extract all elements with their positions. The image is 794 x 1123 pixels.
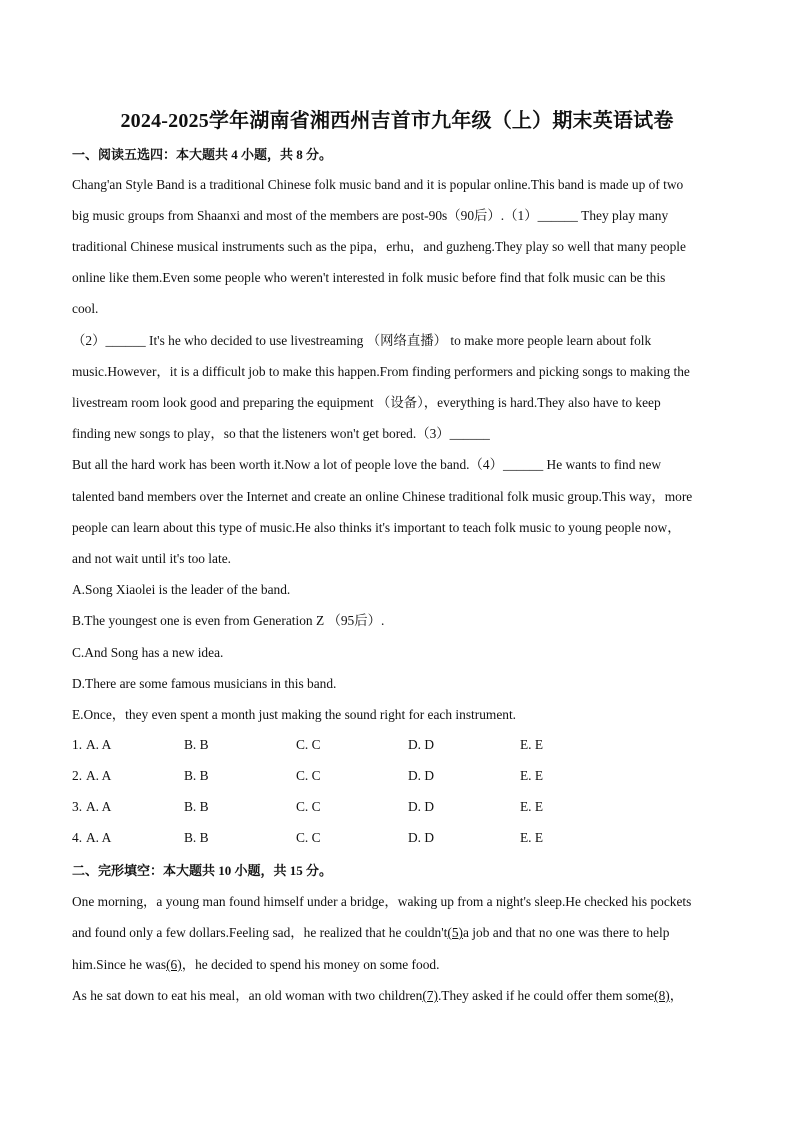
option-b[interactable]: B. B	[184, 768, 209, 783]
passage-line: online like them.Even some people who weren't interested in folk music before find that folk music can be this	[72, 270, 666, 285]
cloze-line	[72, 956, 439, 974]
section-2-heading: 二、完形填空：本大题共 10 小题，共 15 分。	[72, 863, 333, 878]
question-row	[72, 830, 672, 848]
cloze-line	[72, 987, 683, 1005]
cloze-text: As he sat down to eat his meal，an old woman with two children	[72, 988, 423, 1003]
question-number: 3.	[72, 799, 83, 814]
cloze-line	[72, 924, 669, 942]
option-e[interactable]: E. E	[520, 799, 544, 814]
choice-c: C.And Song has a new idea.	[72, 645, 224, 660]
option-c[interactable]: C. C	[296, 768, 321, 783]
passage-line: finding new songs to play，so that the listeners won't get bored.（3）______	[72, 426, 490, 441]
option-e[interactable]: E. E	[520, 830, 544, 845]
option-a[interactable]: A. A	[86, 799, 112, 814]
passage-line: music.However，it is a difficult job to make this happen.From finding performers and picking songs to making the	[72, 364, 690, 379]
passage-line: big music groups from Shaanxi and most of the members are post-90s（90后）.（1）______ They play many	[72, 208, 669, 223]
cloze-text: and found only a few dollars.Feeling sad，he realized that he couldn't	[72, 925, 448, 940]
blank-7: (7)	[422, 988, 438, 1003]
choice-a: A.Song Xiaolei is the leader of the band.	[72, 582, 291, 597]
question-row	[72, 799, 672, 817]
question-row	[72, 768, 672, 786]
passage-line: traditional Chinese musical instruments such as the pipa，erhu，and guzheng.They play so well that many people	[72, 239, 686, 254]
passage-line: cool.	[72, 301, 99, 316]
choice-e: E.Once，they even spent a month just making the sound right for each instrument.	[72, 707, 517, 722]
cloze-text: a job and that no one was there to help	[463, 925, 670, 940]
passage-line: livestream room look good and preparing the equipment （设备），everything is hard.They also have to keep	[72, 395, 661, 410]
choice-b: B.The youngest one is even from Generation Z （95后）.	[72, 613, 385, 628]
option-a[interactable]: A. A	[86, 830, 112, 845]
cloze-text: him.Since he was	[72, 957, 167, 972]
question-row	[72, 737, 672, 755]
question-number: 1.	[72, 737, 83, 752]
option-a[interactable]: A. A	[86, 737, 112, 752]
page-title: 2024-2025学年湖南省湘西州吉首市九年级（上）期末英语试卷	[120, 110, 674, 132]
question-number: 2.	[72, 768, 83, 783]
option-c[interactable]: C. C	[296, 830, 321, 845]
blank-6: (6)	[166, 957, 182, 972]
cloze-text: ，he decided to spend his money on some food.	[181, 957, 440, 972]
section-1-heading: 一、阅读五选四：本大题共 4 小题，共 8 分。	[72, 147, 333, 162]
cloze-text: ，	[669, 988, 684, 1003]
passage-line: and not wait until it's too late.	[72, 551, 231, 566]
blank-5: (5)	[447, 925, 464, 940]
cloze-text: .They asked if he could offer them some	[437, 988, 655, 1003]
option-d[interactable]: D. D	[408, 830, 435, 845]
option-b[interactable]: B. B	[184, 799, 209, 814]
passage-line: people can learn about this type of music.He also thinks it's important to teach folk music to young people now，	[72, 520, 681, 535]
option-d[interactable]: D. D	[408, 768, 435, 783]
choice-d: D.There are some famous musicians in this band.	[72, 676, 337, 691]
passage-line: Chang'an Style Band is a traditional Chinese folk music band and it is popular online.This band is made up of two	[72, 177, 684, 192]
option-b[interactable]: B. B	[184, 737, 209, 752]
passage-line: talented band members over the Internet and create an online Chinese traditional folk music group.This way，more	[72, 489, 693, 504]
option-a[interactable]: A. A	[86, 768, 112, 783]
question-number: 4.	[72, 830, 83, 845]
passage-line: （2）______ It's he who decided to use livestreaming （网络直播） to make more people learn about folk	[72, 333, 652, 348]
option-d[interactable]: D. D	[408, 799, 435, 814]
option-d[interactable]: D. D	[408, 737, 435, 752]
option-e[interactable]: E. E	[520, 737, 544, 752]
option-b[interactable]: B. B	[184, 830, 209, 845]
option-c[interactable]: C. C	[296, 799, 321, 814]
blank-8: (8)	[654, 988, 670, 1003]
cloze-line: One morning，a young man found himself under a bridge，waking up from a night's sleep.He checked his pockets	[72, 894, 692, 909]
option-e[interactable]: E. E	[520, 768, 544, 783]
option-c[interactable]: C. C	[296, 737, 321, 752]
passage-line: But all the hard work has been worth it.Now a lot of people love the band.（4）______ He wants to find new	[72, 457, 662, 472]
